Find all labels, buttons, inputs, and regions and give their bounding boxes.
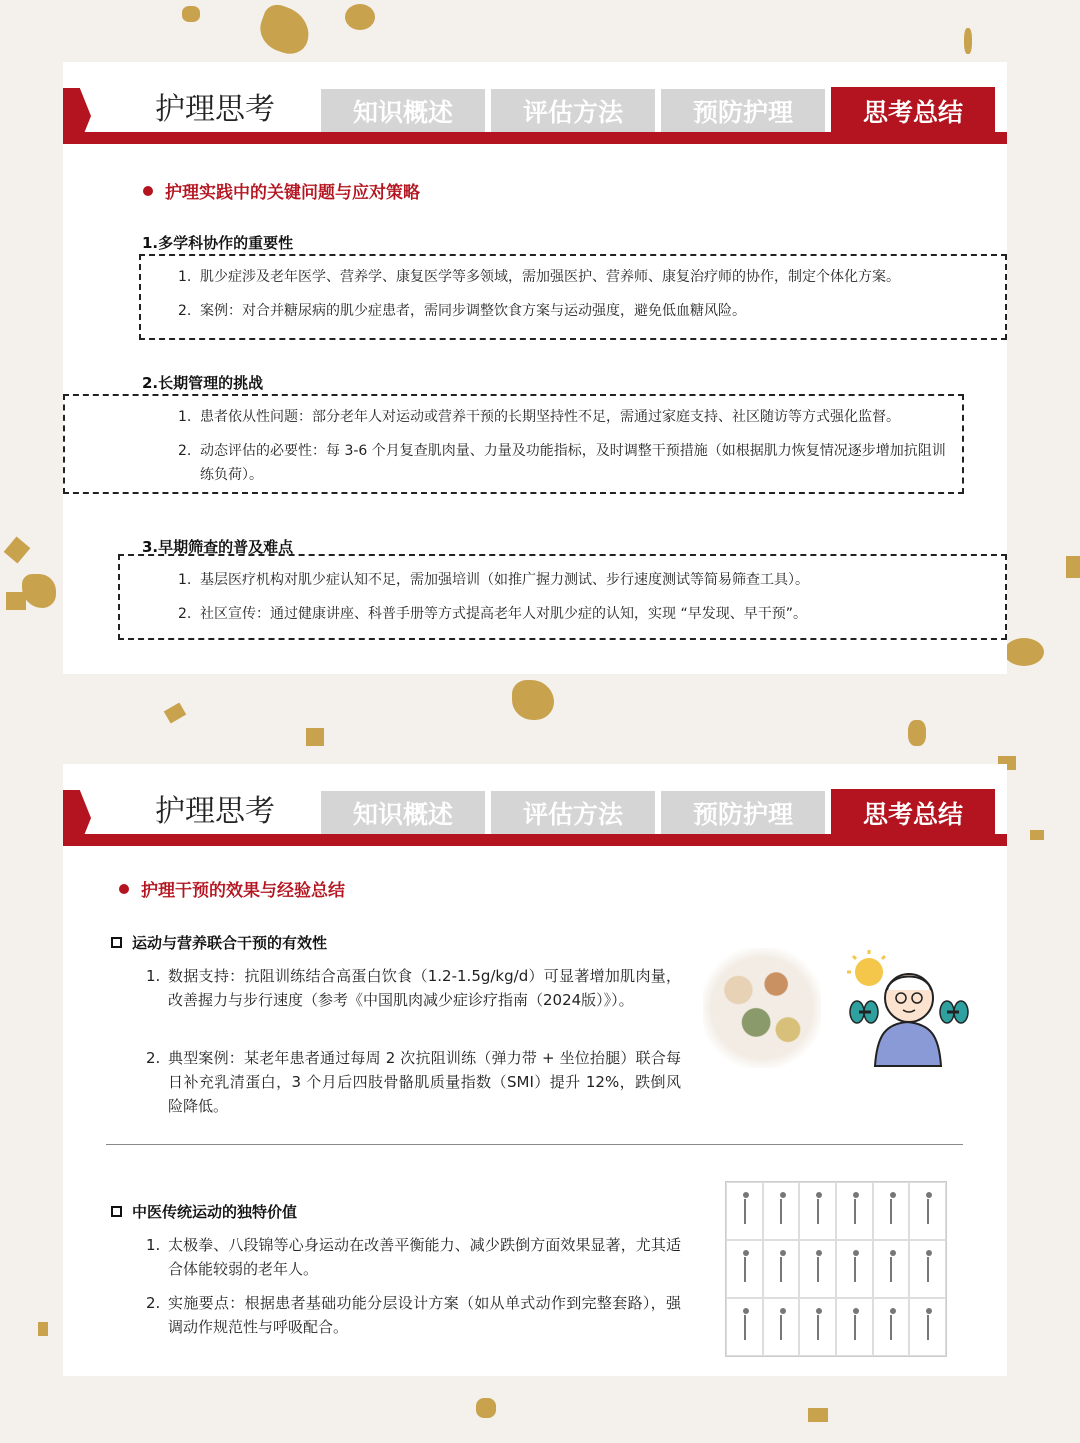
tab-overview[interactable]: 知识概述 bbox=[321, 89, 485, 132]
subsection-title: 1.多学科协作的重要性 bbox=[142, 234, 294, 252]
checkbox-square-icon bbox=[111, 937, 122, 948]
gold-fleck bbox=[512, 680, 554, 720]
section-heading-text: 护理干预的效果与经验总结 bbox=[141, 881, 345, 901]
gold-fleck bbox=[6, 592, 26, 610]
gold-fleck bbox=[4, 537, 31, 564]
elderly-dumbbell-icon bbox=[847, 950, 969, 1068]
bullet-dot bbox=[119, 884, 129, 894]
tab-prevention[interactable]: 预防护理 bbox=[661, 89, 825, 132]
page-title: 护理思考 bbox=[155, 92, 275, 127]
gold-fleck bbox=[164, 702, 187, 723]
section-heading bbox=[119, 876, 345, 901]
slide-2 bbox=[63, 764, 1007, 1376]
gold-fleck bbox=[476, 1398, 496, 1418]
list-item: 2. 动态评估的必要性：每 3-6 个月复查肌肉量、力量及功能指标，及时调整干预措施（如根据肌力恢复情况逐步增加抗阻训练负荷）。 bbox=[178, 443, 946, 483]
gold-fleck bbox=[1066, 556, 1080, 578]
list-item: 2. 案例：对合并糖尿病的肌少症患者，需同步调整饮食方案与运动强度，避免低血糖风险。 bbox=[178, 303, 746, 319]
gold-fleck bbox=[22, 574, 56, 608]
list-item: 2. 社区宣传：通过健康讲座、科普手册等方式提高老年人对肌少症的认知，实现 “早发现、早干预”。 bbox=[178, 606, 807, 622]
block-title: 运动与营养联合干预的有效性 bbox=[111, 932, 327, 953]
list-item: 1. 患者依从性问题：部分老年人对运动或营养干预的长期坚持性不足，需通过家庭支持、社区随访等方式强化监督。 bbox=[178, 409, 900, 425]
bullet-dot bbox=[143, 186, 153, 196]
gold-fleck bbox=[1030, 830, 1044, 840]
gold-fleck bbox=[908, 720, 926, 746]
gold-fleck bbox=[1004, 638, 1044, 666]
gold-fleck bbox=[808, 1408, 828, 1422]
gold-fleck bbox=[306, 728, 324, 746]
food-bowls-image bbox=[703, 948, 821, 1068]
section-heading-text: 护理实践中的关键问题与应对策略 bbox=[165, 183, 420, 203]
list-item: 1. 太极拳、八段锦等心身运动在改善平衡能力、减少跌倒方面效果显著，尤其适合体能较弱的老年人。 bbox=[146, 1236, 681, 1278]
gold-fleck bbox=[345, 4, 375, 30]
slide-header bbox=[63, 62, 1007, 144]
section-heading bbox=[143, 178, 420, 203]
subsection-title: 3.早期筛查的普及难点 bbox=[142, 538, 294, 556]
list-item: 1. 肌少症涉及老年医学、营养学、康复医学等多领域，需加强医护、营养师、康复治疗师的协作，制定个体化方案。 bbox=[178, 269, 900, 285]
checkbox-square-icon bbox=[111, 1206, 122, 1217]
divider bbox=[106, 1144, 963, 1145]
block-title: 中医传统运动的独特价值 bbox=[111, 1201, 297, 1222]
gold-fleck bbox=[38, 1322, 48, 1336]
tab-summary[interactable]: 思考总结 bbox=[831, 87, 995, 135]
list-item: 2. 实施要点：根据患者基础功能分层设计方案（如从单式动作到完整套路），强调动作规范性与呼吸配合。 bbox=[146, 1294, 681, 1336]
tab-prevention[interactable]: 预防护理 bbox=[661, 791, 825, 834]
tab-summary[interactable]: 思考总结 bbox=[831, 789, 995, 837]
slide-header bbox=[63, 764, 1007, 846]
page-title: 护理思考 bbox=[155, 794, 275, 829]
list-item: 1. 基层医疗机构对肌少症认知不足，需加强培训（如推广握力测试、步行速度测试等简易筛查工具）。 bbox=[178, 572, 809, 588]
list-item: 2. 典型案例：某老年患者通过每周 2 次抗阻训练（弹力带 + 坐位抬腿）联合每日补充乳清蛋白，3 个月后四肢骨骼肌质量指数（SMI）提升 12%，跌倒风险降低。 bbox=[146, 1049, 681, 1115]
dashed-box bbox=[118, 554, 1007, 640]
taichi-poses-image bbox=[725, 1181, 947, 1357]
gold-fleck bbox=[182, 6, 200, 22]
tab-overview[interactable]: 知识概述 bbox=[321, 791, 485, 834]
tab-assessment[interactable]: 评估方法 bbox=[491, 89, 655, 132]
subsection-title: 2.长期管理的挑战 bbox=[142, 374, 264, 392]
gold-fleck bbox=[254, 1, 316, 59]
tab-assessment[interactable]: 评估方法 bbox=[491, 791, 655, 834]
slide-1 bbox=[63, 62, 1007, 674]
gold-fleck bbox=[964, 28, 972, 54]
list-item: 1. 数据支持：抗阻训练结合高蛋白饮食（1.2-1.5g/kg/d）可显著增加肌肉量，改善握力与步行速度（参考《中国肌肉减少症诊疗指南（2024版）》）。 bbox=[146, 967, 681, 1009]
